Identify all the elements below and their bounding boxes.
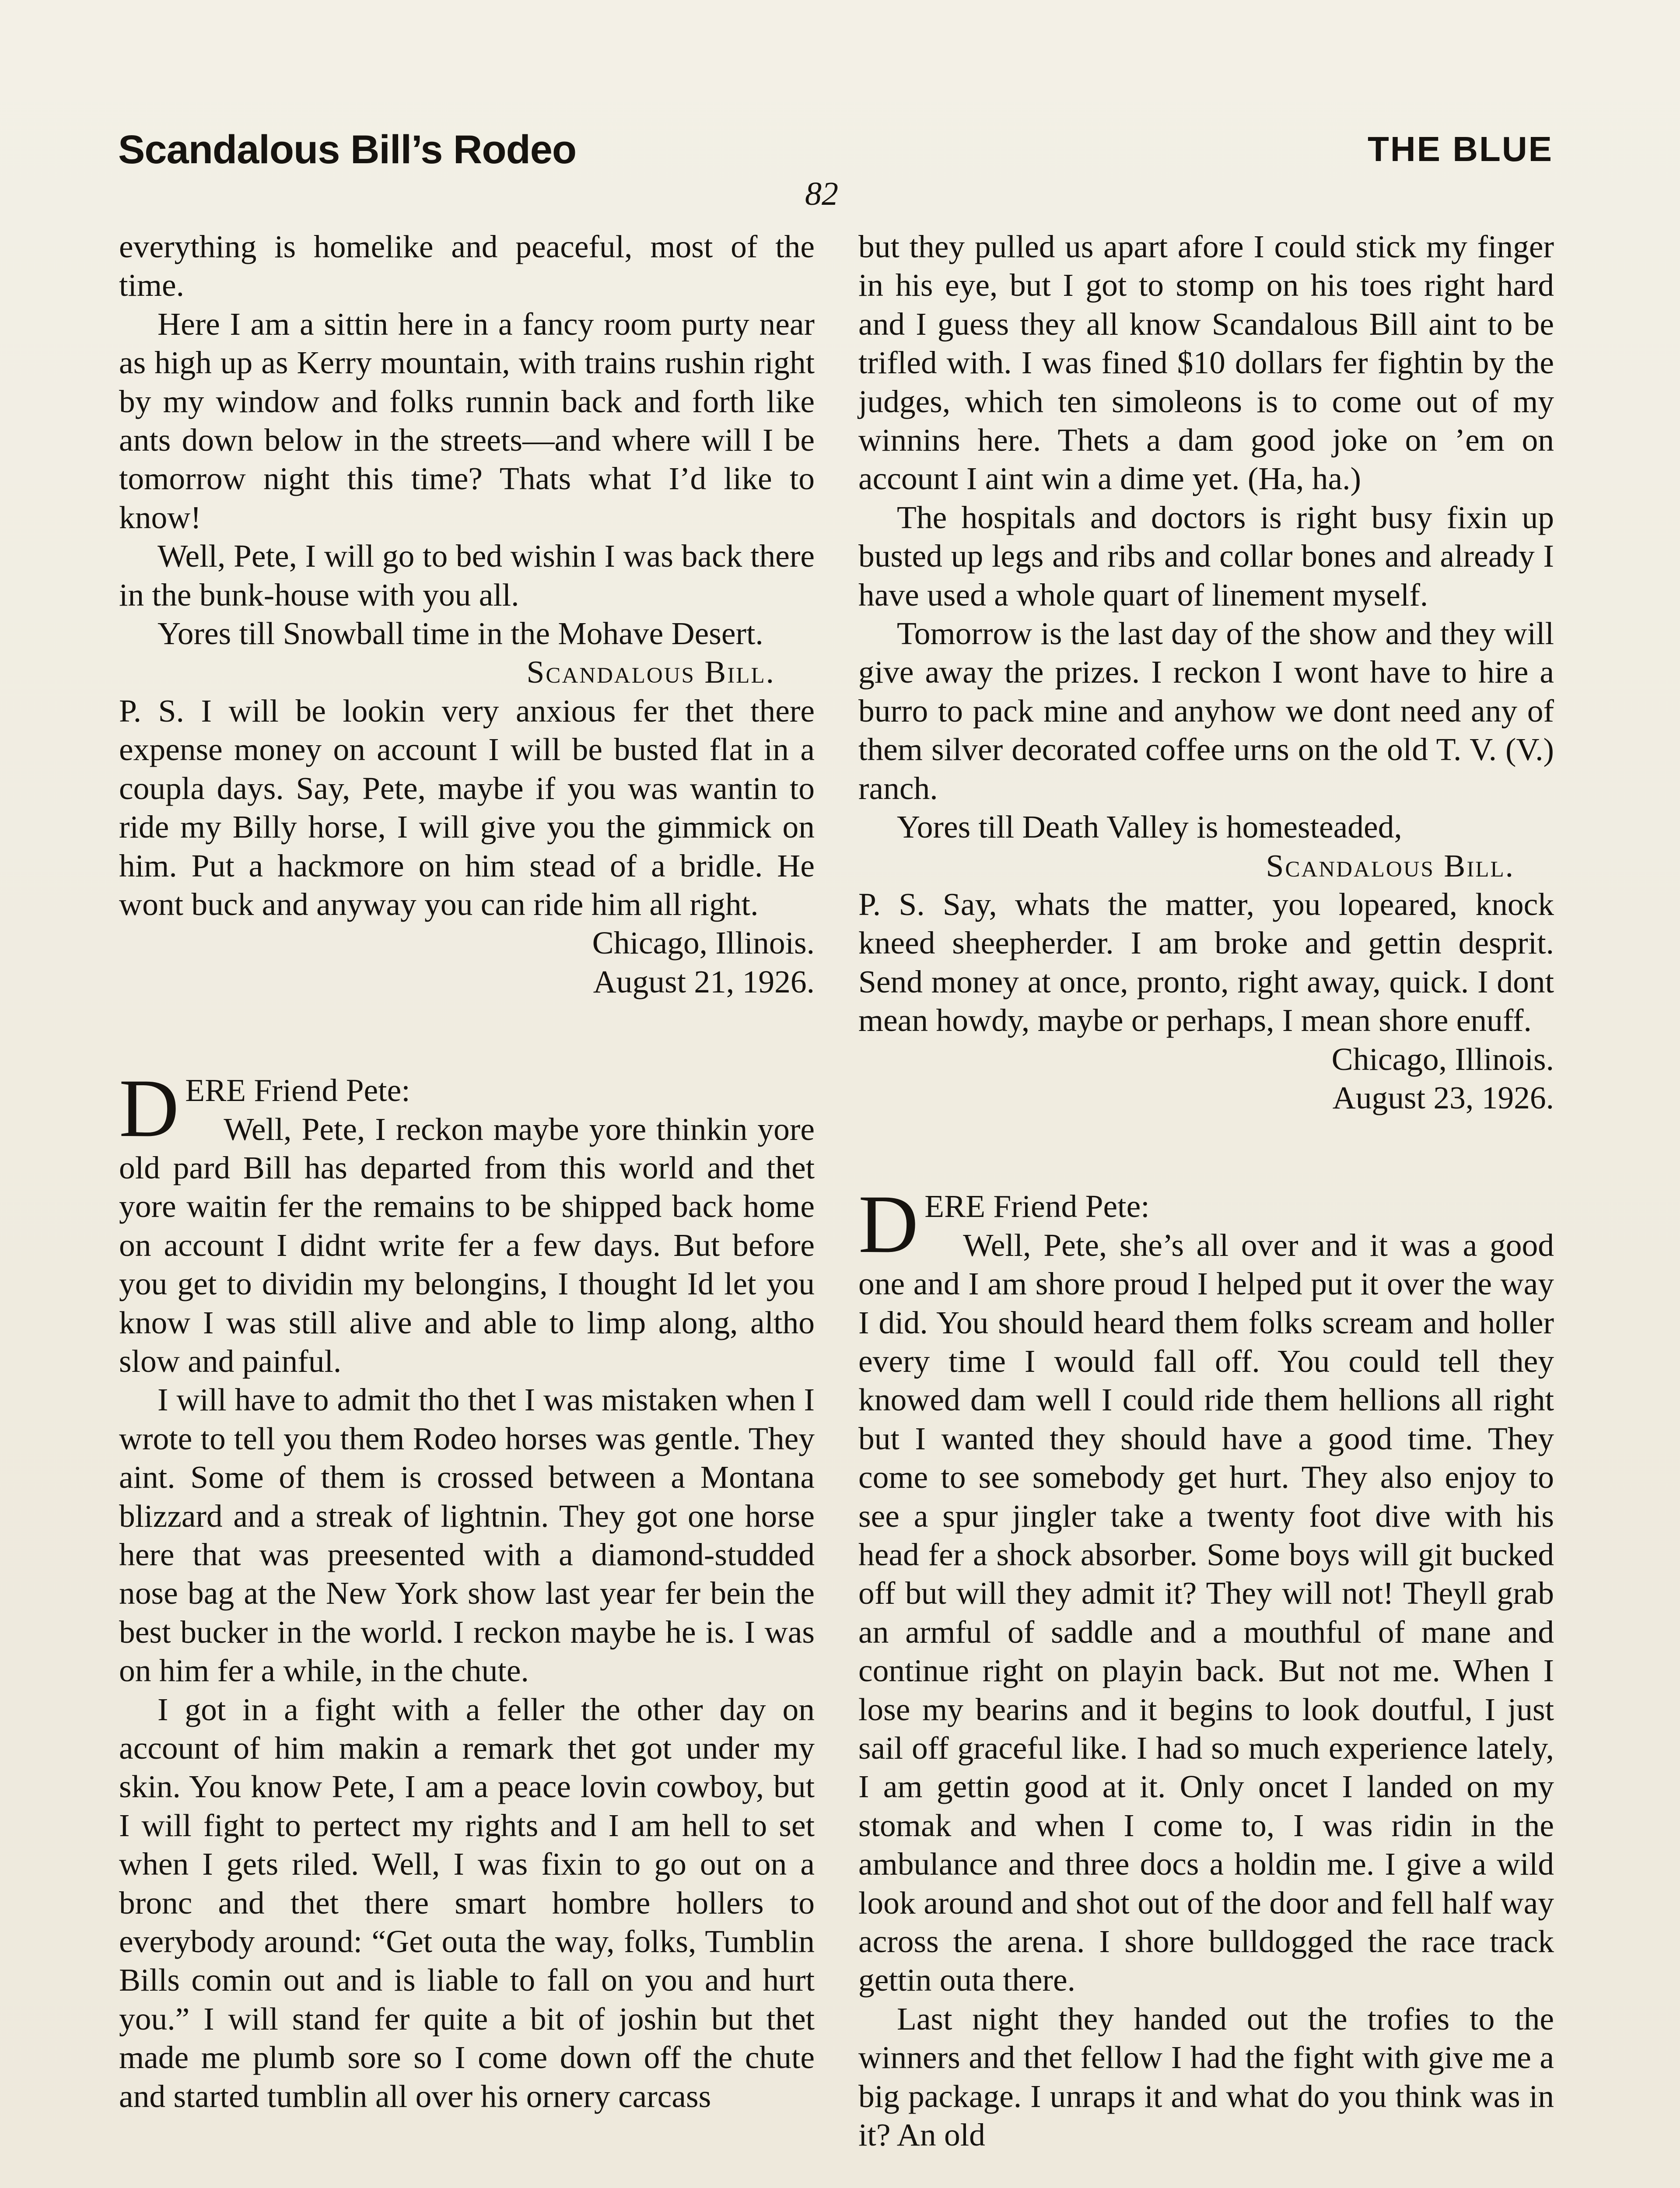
paragraph: but they pulled us apart afore I could stick my finger in his eye, but I got to stomp on his toes right hard and I guess they all know Scandalous Bill aint to be trifled with. I was fined $10 dollars fer fightin by the judges, which ten simoleons is to come out of my winnins here. Thets a dam good joke on ’em on account I aint win a dime yet. (Ha, ha.): [858, 229, 1554, 497]
article-title: Scandalous Bill’s Rodeo: [118, 127, 577, 172]
left-column: [119, 228, 815, 2116]
dateline-date: August 21, 1926.: [593, 964, 815, 999]
paragraph: The hospitals and doctors is right busy fixin up busted up legs and ribs and collar bones and already I have used a whole quart of linement myself.: [858, 499, 1554, 613]
paragraph: Well, Pete, I will go to bed wishin I was back there in the bunk-house with you all.: [119, 538, 815, 613]
paragraph: I got in a fight with a feller the other day on account of him makin a remark thet got under my skin. You know Pete, I am a peace lovin cowboy, but I will fight to pertect my rights and I am hell to set when I gets riled. Well, I was fixin to go out on a bronc and thet there smart hombre hollers to everybody around: “Get outa the way, folks, Tumblin Bills comin out and is liable to fall on you and hurt you.” I will stand fer quite a bit of joshin but thet made me plumb sore so I come down off the chute and started tumblin all over his ornery carcass: [119, 1691, 815, 2114]
salutation-text: ERE Friend Pete:: [185, 1073, 410, 1108]
letter-separator: [119, 1001, 815, 1071]
paragraph: Last night they handed out the trofies to the winners and thet fellow I had the fight with give me a big package. I unraps it and what do you think was in it? An old: [858, 2001, 1554, 2153]
right-column: [858, 228, 1554, 2155]
salutation-text: ERE Friend Pete:: [924, 1189, 1150, 1224]
magazine-name: THE BLUE: [1368, 130, 1553, 168]
paragraph: Well, Pete, I reckon maybe yore thinkin yore old pard Bill has departed from this world and thet yore waitin fer the remains to be shipped back home on account I didnt write fer a few days. But before you get to dividin my belongins, I thought Id let you know I was still alive and able to limp along, altho slow and painful.: [119, 1111, 815, 1379]
paragraph: Tomorrow is the last day of the show and they will give away the prizes. I reckon I wont have to hire a burro to pack mine and anyhow we dont need any of them silver decorated coffee urns on the old T. V. (V.) ranch.: [858, 616, 1554, 806]
dateline-place: Chicago, Illinois.: [592, 925, 815, 961]
closing-line: Yores till Death Valley is homesteaded,: [897, 809, 1402, 845]
page-number: 82: [805, 175, 838, 212]
paragraph: everything is homelike and peaceful, most of the time.: [119, 229, 815, 303]
drop-cap: D: [119, 1062, 179, 1155]
signature: [858, 847, 1554, 885]
letter-separator: [858, 1117, 1554, 1187]
closing-line: Yores till Snowball time in the Mohave Desert.: [158, 616, 763, 652]
postscript: P. S. I will be lookin very anxious fer thet there expense money on account I will be busted flat in a coupla days. Say, Pete, maybe if you was wantin to ride my Billy horse, I will give you the gimmick on him. Put a hackmore on him stead of a bridle. He wont buck and anyway you can ride him all right.: [119, 693, 815, 922]
paragraph: Well, Pete, she’s all over and it was a good one and I am shore proud I helped put it over the way I did. You should heard them folks scream and holler every time I would fall off. You could tell they knowed dam well I could ride them hellions all right but I wanted they should have a good time. They come to see somebody get hurt. They also enjoy to see a spur jingler take a twenty foot dive with his head fer a shock absorber. Some boys will git bucked off but will they admit it? They will not! Theyll grab an armful of saddle and a mouthful of mane and continue right on playin back. But not me. When I lose my bearins and it begins to look doutful, I just sail off graceful like. I had so much experience lately, I am gettin good at it. Only oncet I landed on my stomak and when I come to, I was ridin in the ambulance and three docs a holdin me. I give a wild look around and shot out of the door and fell half way across the arena. I shore bulldogged the race track gettin outa there.: [858, 1227, 1554, 1998]
signature-text: Scandalous Bill.: [1266, 848, 1515, 884]
drop-cap: D: [858, 1178, 919, 1271]
paragraph: I will have to admit tho thet I was mistaken when I wrote to tell you them Rodeo horses was gentle. They aint. Some of them is crossed between a Montana blizzard and a streak of lightnin. They got one horse here that was preesented with a diamond-studded nose bag at the New York show last year fer bein the best bucker in the world. I reckon maybe he is. I was on him fer a while, in the chute.: [119, 1382, 815, 1689]
dateline-date: August 23, 1926.: [1332, 1080, 1554, 1115]
signature: [119, 653, 815, 691]
salutation: [119, 1062, 815, 1155]
paragraph: Here I am a sittin here in a fancy room purty near as high up as Kerry mountain, with trains rushin right by my window and folks runnin back and forth like ants down below in the streets—and where will I be tomorrow night this time? Thats what I’d like to know!: [119, 306, 815, 535]
postscript: P. S. Say, whats the matter, you lopeared, knock kneed sheepherder. I am broke and gettin desprit. Send money at once, pronto, right away, quick. I dont mean howdy, maybe or perhaps, I mean shore enuff.: [858, 886, 1554, 1038]
salutation: [858, 1178, 1554, 1271]
dateline-place: Chicago, Illinois.: [1331, 1041, 1554, 1077]
signature-text: Scandalous Bill.: [526, 654, 775, 690]
